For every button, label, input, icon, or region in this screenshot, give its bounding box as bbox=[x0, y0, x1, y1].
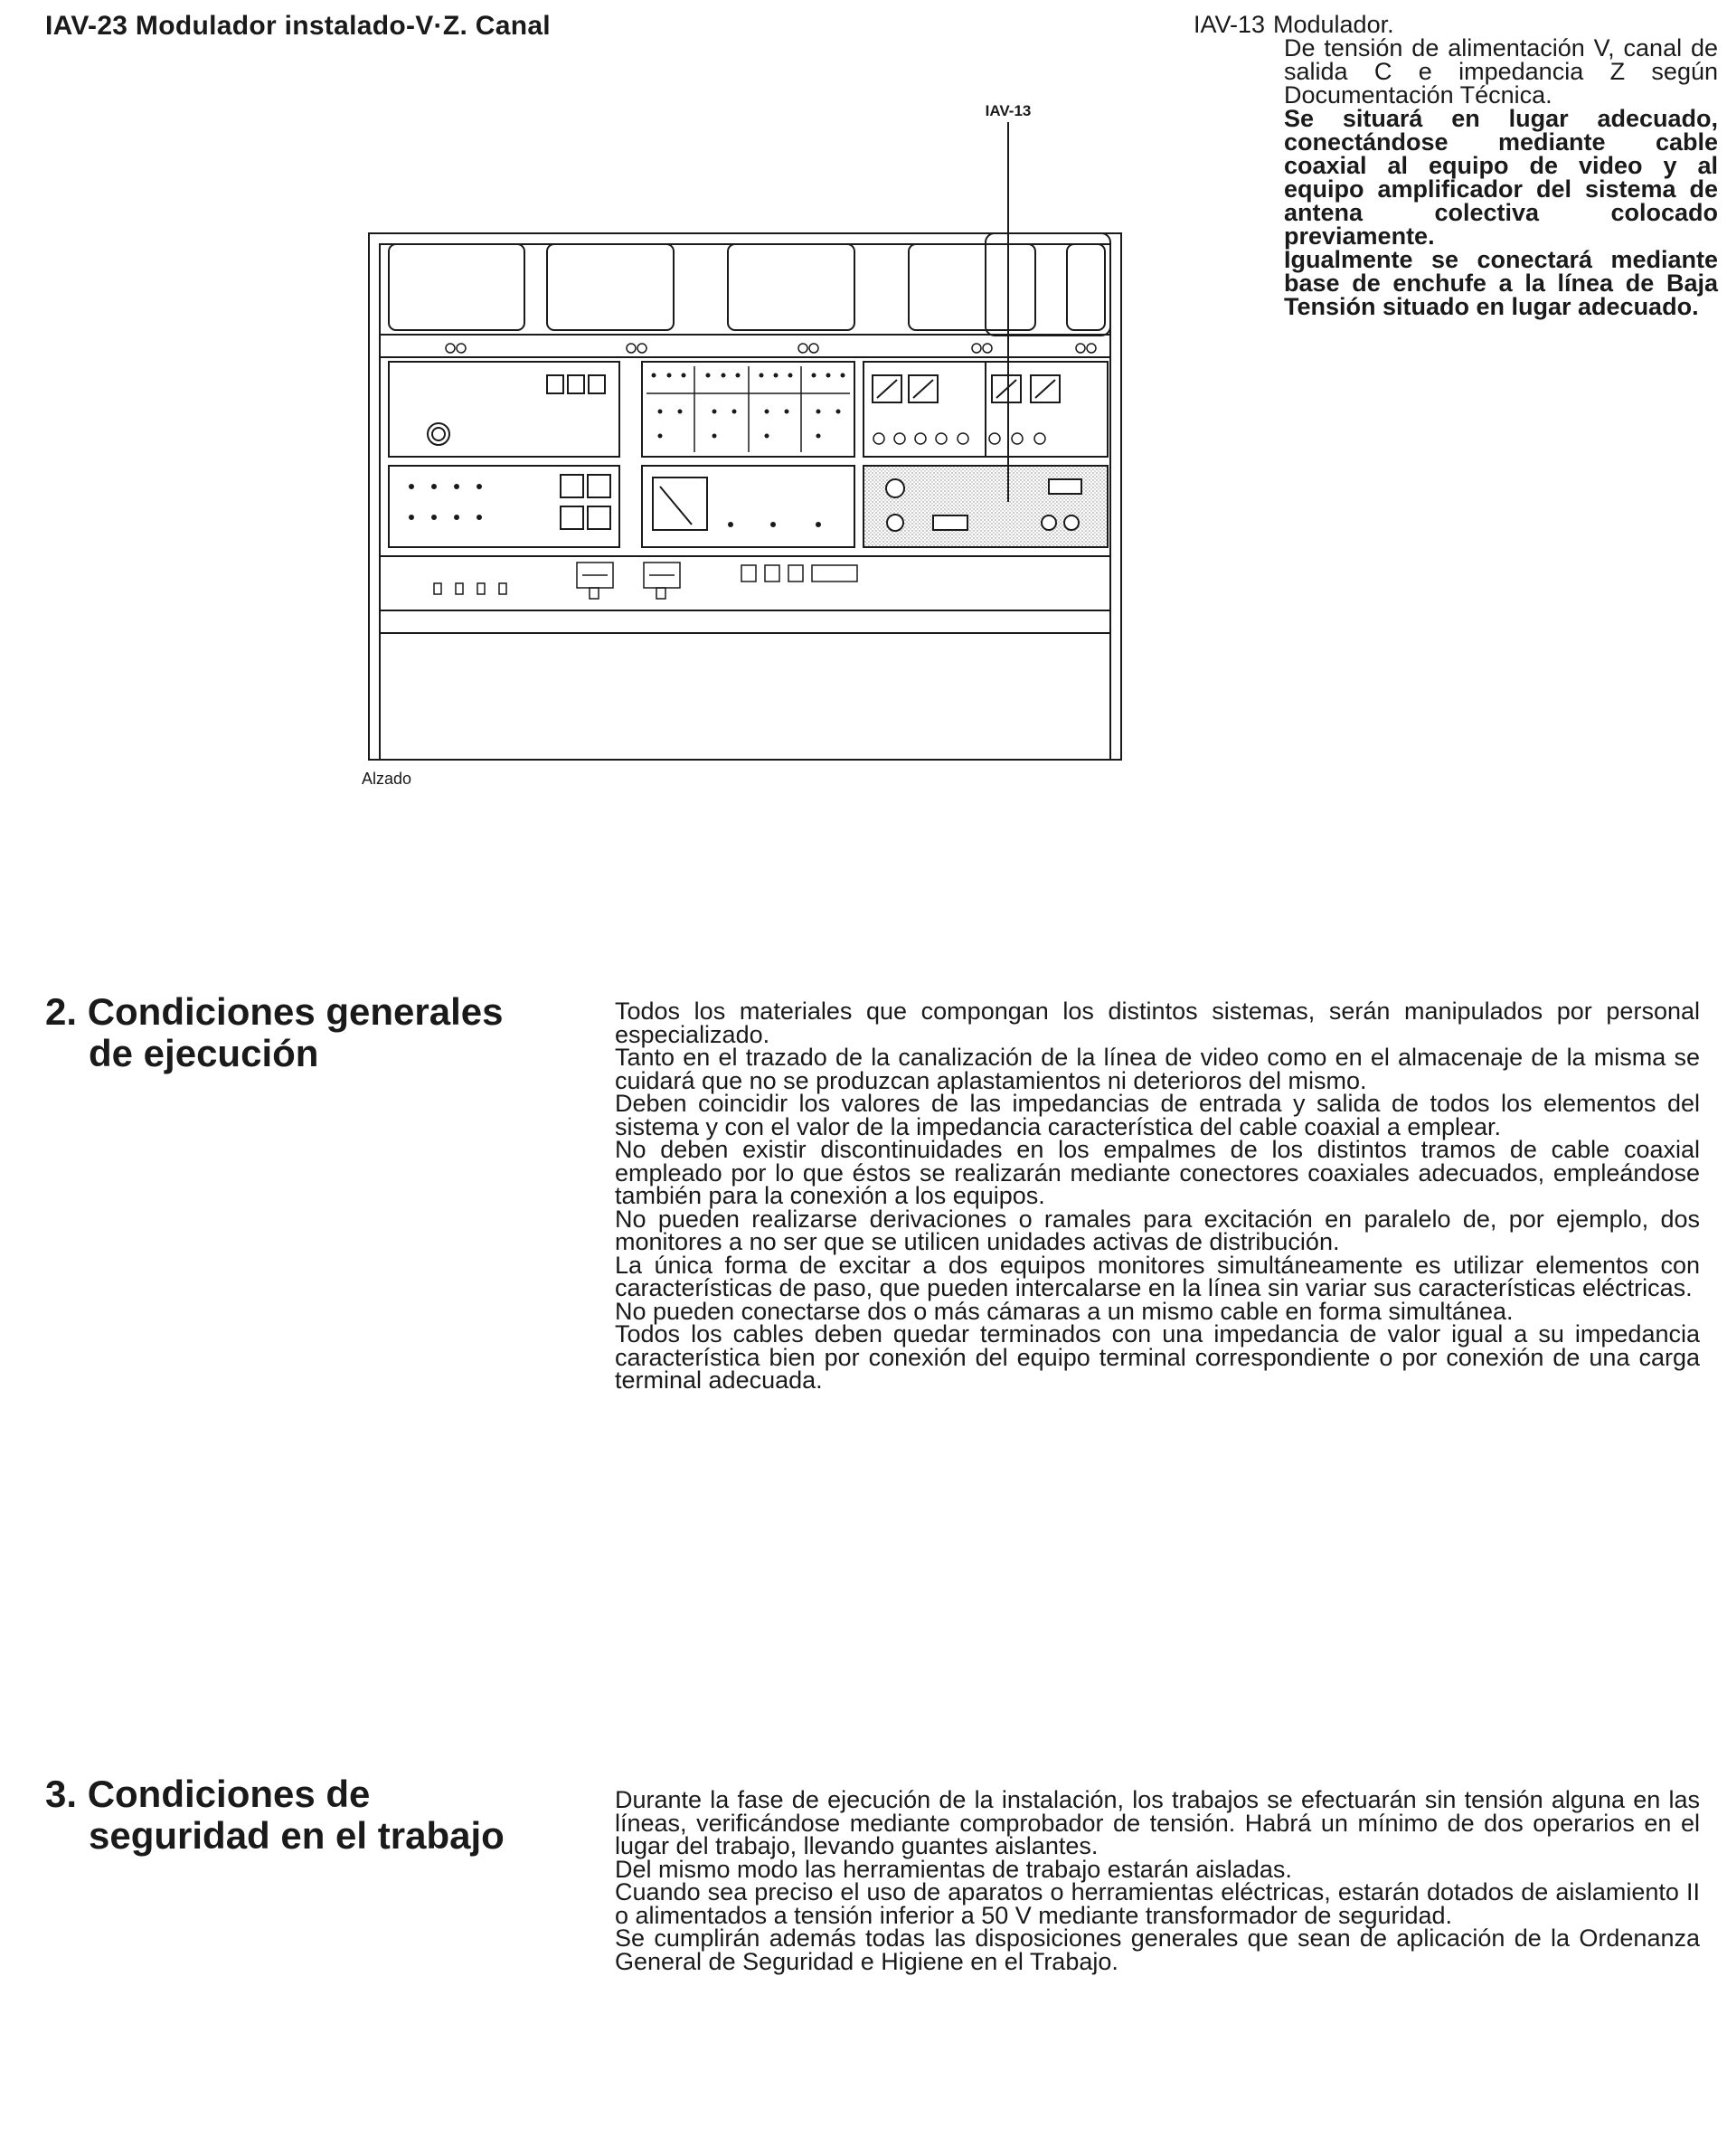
section-2-body bbox=[615, 1000, 1700, 1393]
section-2-paragraph: La única forma de excitar a dos equipos monitores simultáneamente es utilizar elementos con características de paso, que pueden intercalarse en la línea sin variar sus características eléctricas. bbox=[615, 1251, 1700, 1301]
figure-title: IAV-23 Modulador instalado-V·Z. Canal bbox=[45, 11, 551, 41]
section-2-paragraph: Todos los materiales que compongan los distintos sistemas, serán manipulados por personal especializado. bbox=[615, 998, 1700, 1048]
spec-paragraph: De tensión de alimentación V, canal de salida C e impedancia Z según Documentación Técnica. bbox=[1284, 34, 1718, 109]
spec-body bbox=[1284, 36, 1718, 318]
callout-label: IAV-13 bbox=[985, 102, 1032, 119]
spec-heading: Modulador. bbox=[1273, 11, 1394, 38]
desk-controls bbox=[434, 563, 857, 599]
section-2-title-line-2: de ejecución bbox=[89, 1032, 319, 1074]
section-2-paragraph: Tanto en el trazado de la canalización de la línea de video como en el almacenaje de la misma se cuidará que no se produzcan aplastamientos ni deterioros del mismo. bbox=[615, 1044, 1700, 1094]
section-3-title bbox=[45, 1773, 552, 1857]
monitor-row bbox=[389, 233, 1110, 336]
section-2-paragraph: No pueden conectarse dos o más cámaras a un mismo cable en forma simultánea. bbox=[615, 1297, 1514, 1325]
spec-code: IAV-13 bbox=[1194, 11, 1266, 38]
spec-paragraph: Se situará en lugar adecuado, conectándose mediante cable coaxial al equipo de video y al equipo amplificador del sistema de antena colectiva colocado previamente. bbox=[1284, 105, 1718, 250]
section-2-paragraph: No pueden realizarse derivaciones o ramales para excitación en paralelo de, por ejemplo, dos monitores a no ser que se utilicen unidades activas de distribución. bbox=[615, 1205, 1700, 1255]
panel-control bbox=[389, 466, 619, 547]
section-3-paragraph: Cuando sea preciso el uso de aparatos o herramientas eléctricas, estarán dotados de aislamiento II o alimentados a tensión inferior a 50 V mediante transformador de seguridad. bbox=[615, 1878, 1700, 1929]
section-2-paragraph: Deben coincidir los valores de las impedancias de entrada y salida de todos los elementos del sistema y con el valor de la impedancia característica del cable coaxial a emplear. bbox=[615, 1090, 1700, 1140]
section-2-paragraph: Todos los cables deben quedar terminados con una impedancia de valor igual a su impedancia característica bien por conexión del equipo terminal correspondiente o por conexión de una carga terminal adecuada. bbox=[615, 1320, 1700, 1394]
equipment-rack-elevation bbox=[362, 99, 1139, 787]
modulator-iav-13 bbox=[864, 466, 1108, 547]
section-3-title-line-1: 3. Condiciones de bbox=[45, 1773, 371, 1815]
section-2-title bbox=[45, 991, 552, 1074]
drawing-caption: Alzado bbox=[362, 770, 412, 788]
monitor-knobs bbox=[446, 344, 1096, 353]
section-3-paragraph: Durante la fase de ejecución de la instalación, los trabajos se efectuarán sin tensión alguna en las líneas, verificándose mediante comprobador de tensión. Habrá un mínimo de dos operarios en el lugar del trabajo, llevando guantes aislantes. bbox=[615, 1786, 1700, 1859]
section-2-title-line-1: 2. Condiciones generales bbox=[45, 990, 504, 1033]
section-3-paragraph: Del mismo modo las herramientas de trabajo estarán aisladas. bbox=[615, 1855, 1292, 1883]
section-2-paragraph: No deben existir discontinuidades en los empalmes de los distintos tramos de cable coaxial empleado por lo que éstos se realizarán mediante conectores coaxiales adecuados, empleándose también para la conexión a los equipos. bbox=[615, 1136, 1700, 1209]
spec-paragraph: Igualmente se conectará mediante base de enchufe a la línea de Baja Tensión situado en lugar adecuado. bbox=[1284, 246, 1718, 320]
section-3-paragraph: Se cumplirán además todas las disposiciones generales que sean de aplicación de la Ordenanza General de Seguridad e Higiene en el Trabajo. bbox=[615, 1924, 1700, 1975]
section-3-body bbox=[615, 1786, 1700, 1975]
section-3-title-line-2: seguridad en el trabajo bbox=[89, 1814, 505, 1857]
